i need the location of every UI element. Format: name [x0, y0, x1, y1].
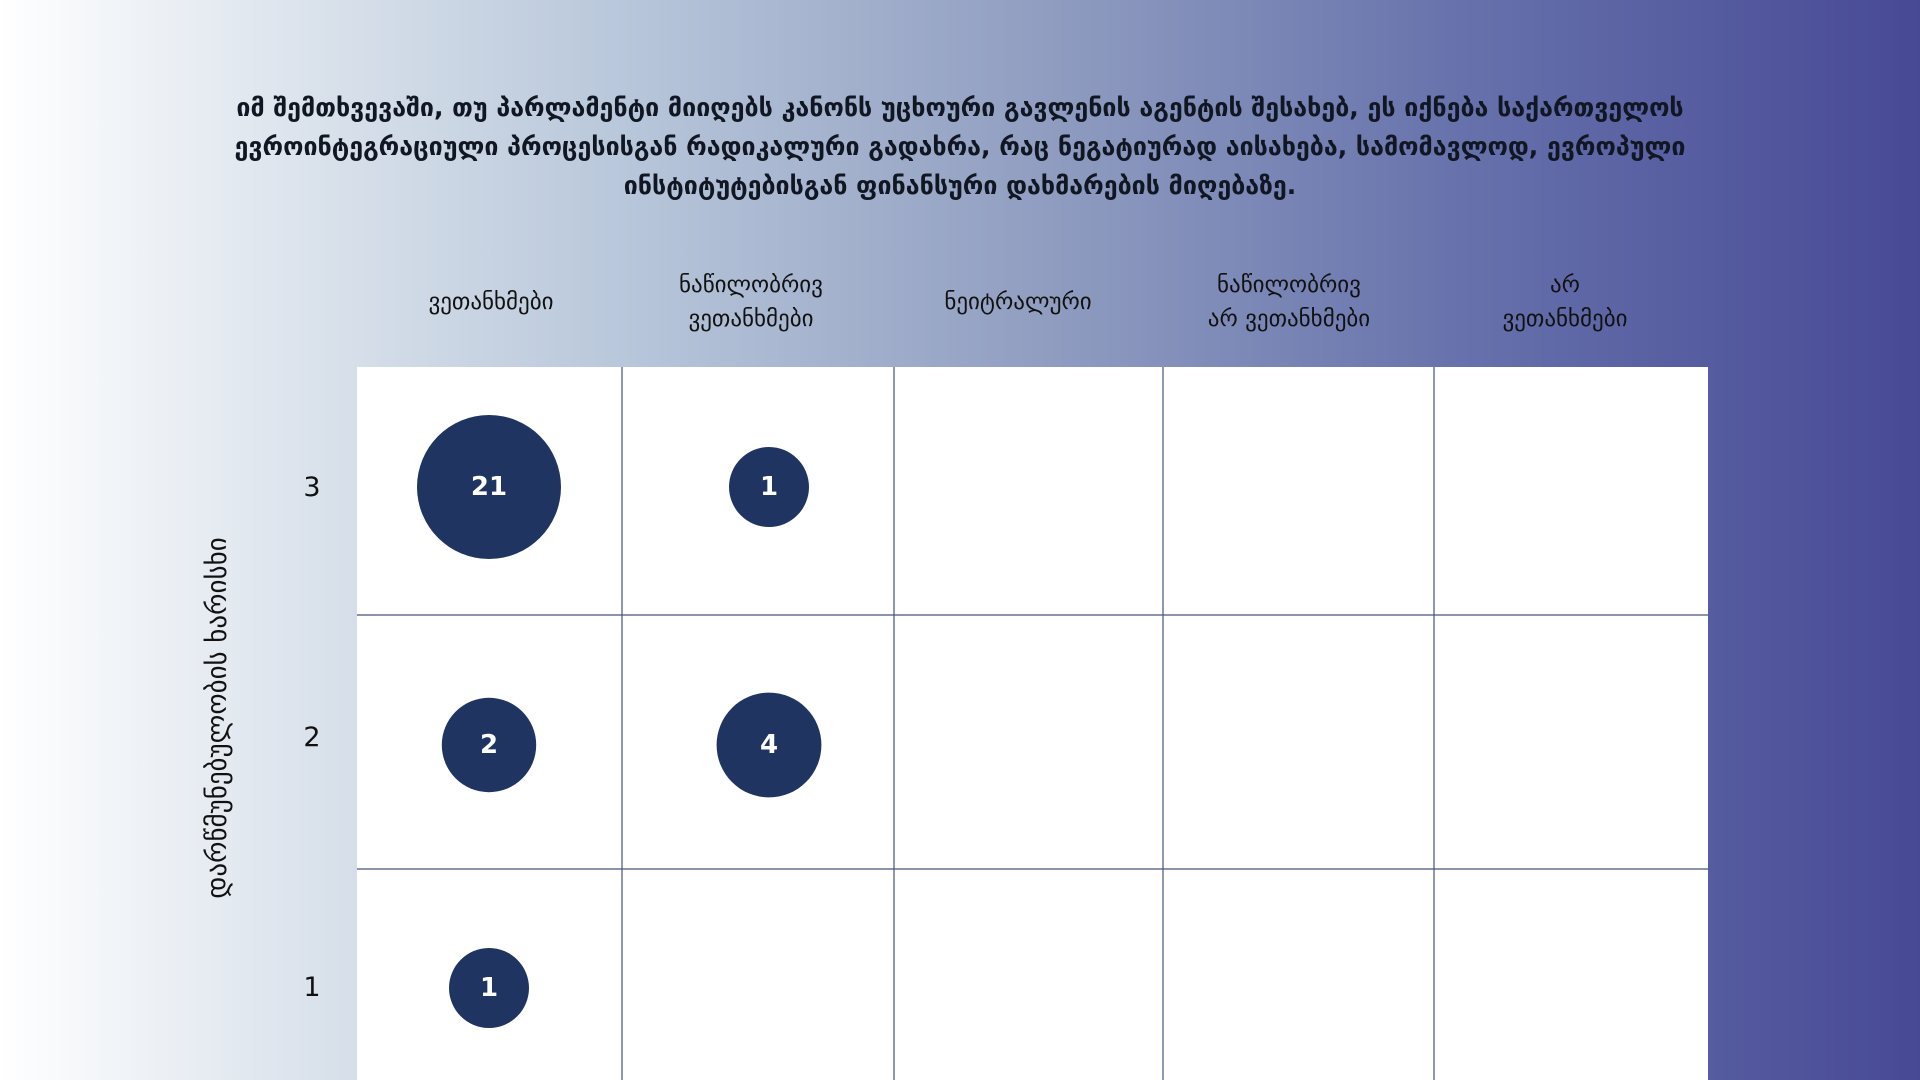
row-tick-3: 3: [303, 472, 321, 503]
bubble-label-row1-col1: 1: [479, 973, 499, 1003]
bubble-label-row2-col2: 4: [759, 730, 779, 760]
column-header-partially-disagree: ნაწილობრივ არ ვეთანხმები: [1207, 272, 1371, 332]
column-header-disagree: არ ვეთანხმები: [1502, 272, 1628, 332]
y-axis-label: დარწმუნებულობის ხარისხი: [202, 537, 233, 899]
row-tick-2: 2: [303, 722, 321, 753]
bubble-label-row2-col1: 2: [479, 730, 499, 760]
bubble-label-row3-col1: 21: [470, 472, 508, 502]
bubble-label-row3-col2: 1: [759, 472, 779, 502]
column-header-partially-agree: ნაწილობრივ ვეთანხმები: [679, 272, 823, 332]
column-header-agree: ვეთანხმები: [428, 289, 554, 315]
column-header-neutral: ნეიტრალური: [944, 289, 1092, 315]
chart-title: იმ შემთხვევაში, თუ პარლამენტი მიიღებს კანონს უცხოური გავლენის აგენტის შესახებ, ეს იქნება საქართველოს ევროინტეგრაციული პროცესისგან რადიკალური გადახრა, რაც ნეგატიურად აისახება, სამომავლოდ, ევროპული ინსტიტუტებისგან ფინანსური დახმარების მიღებაზე.: [234, 93, 1686, 200]
row-tick-1: 1: [303, 972, 321, 1003]
